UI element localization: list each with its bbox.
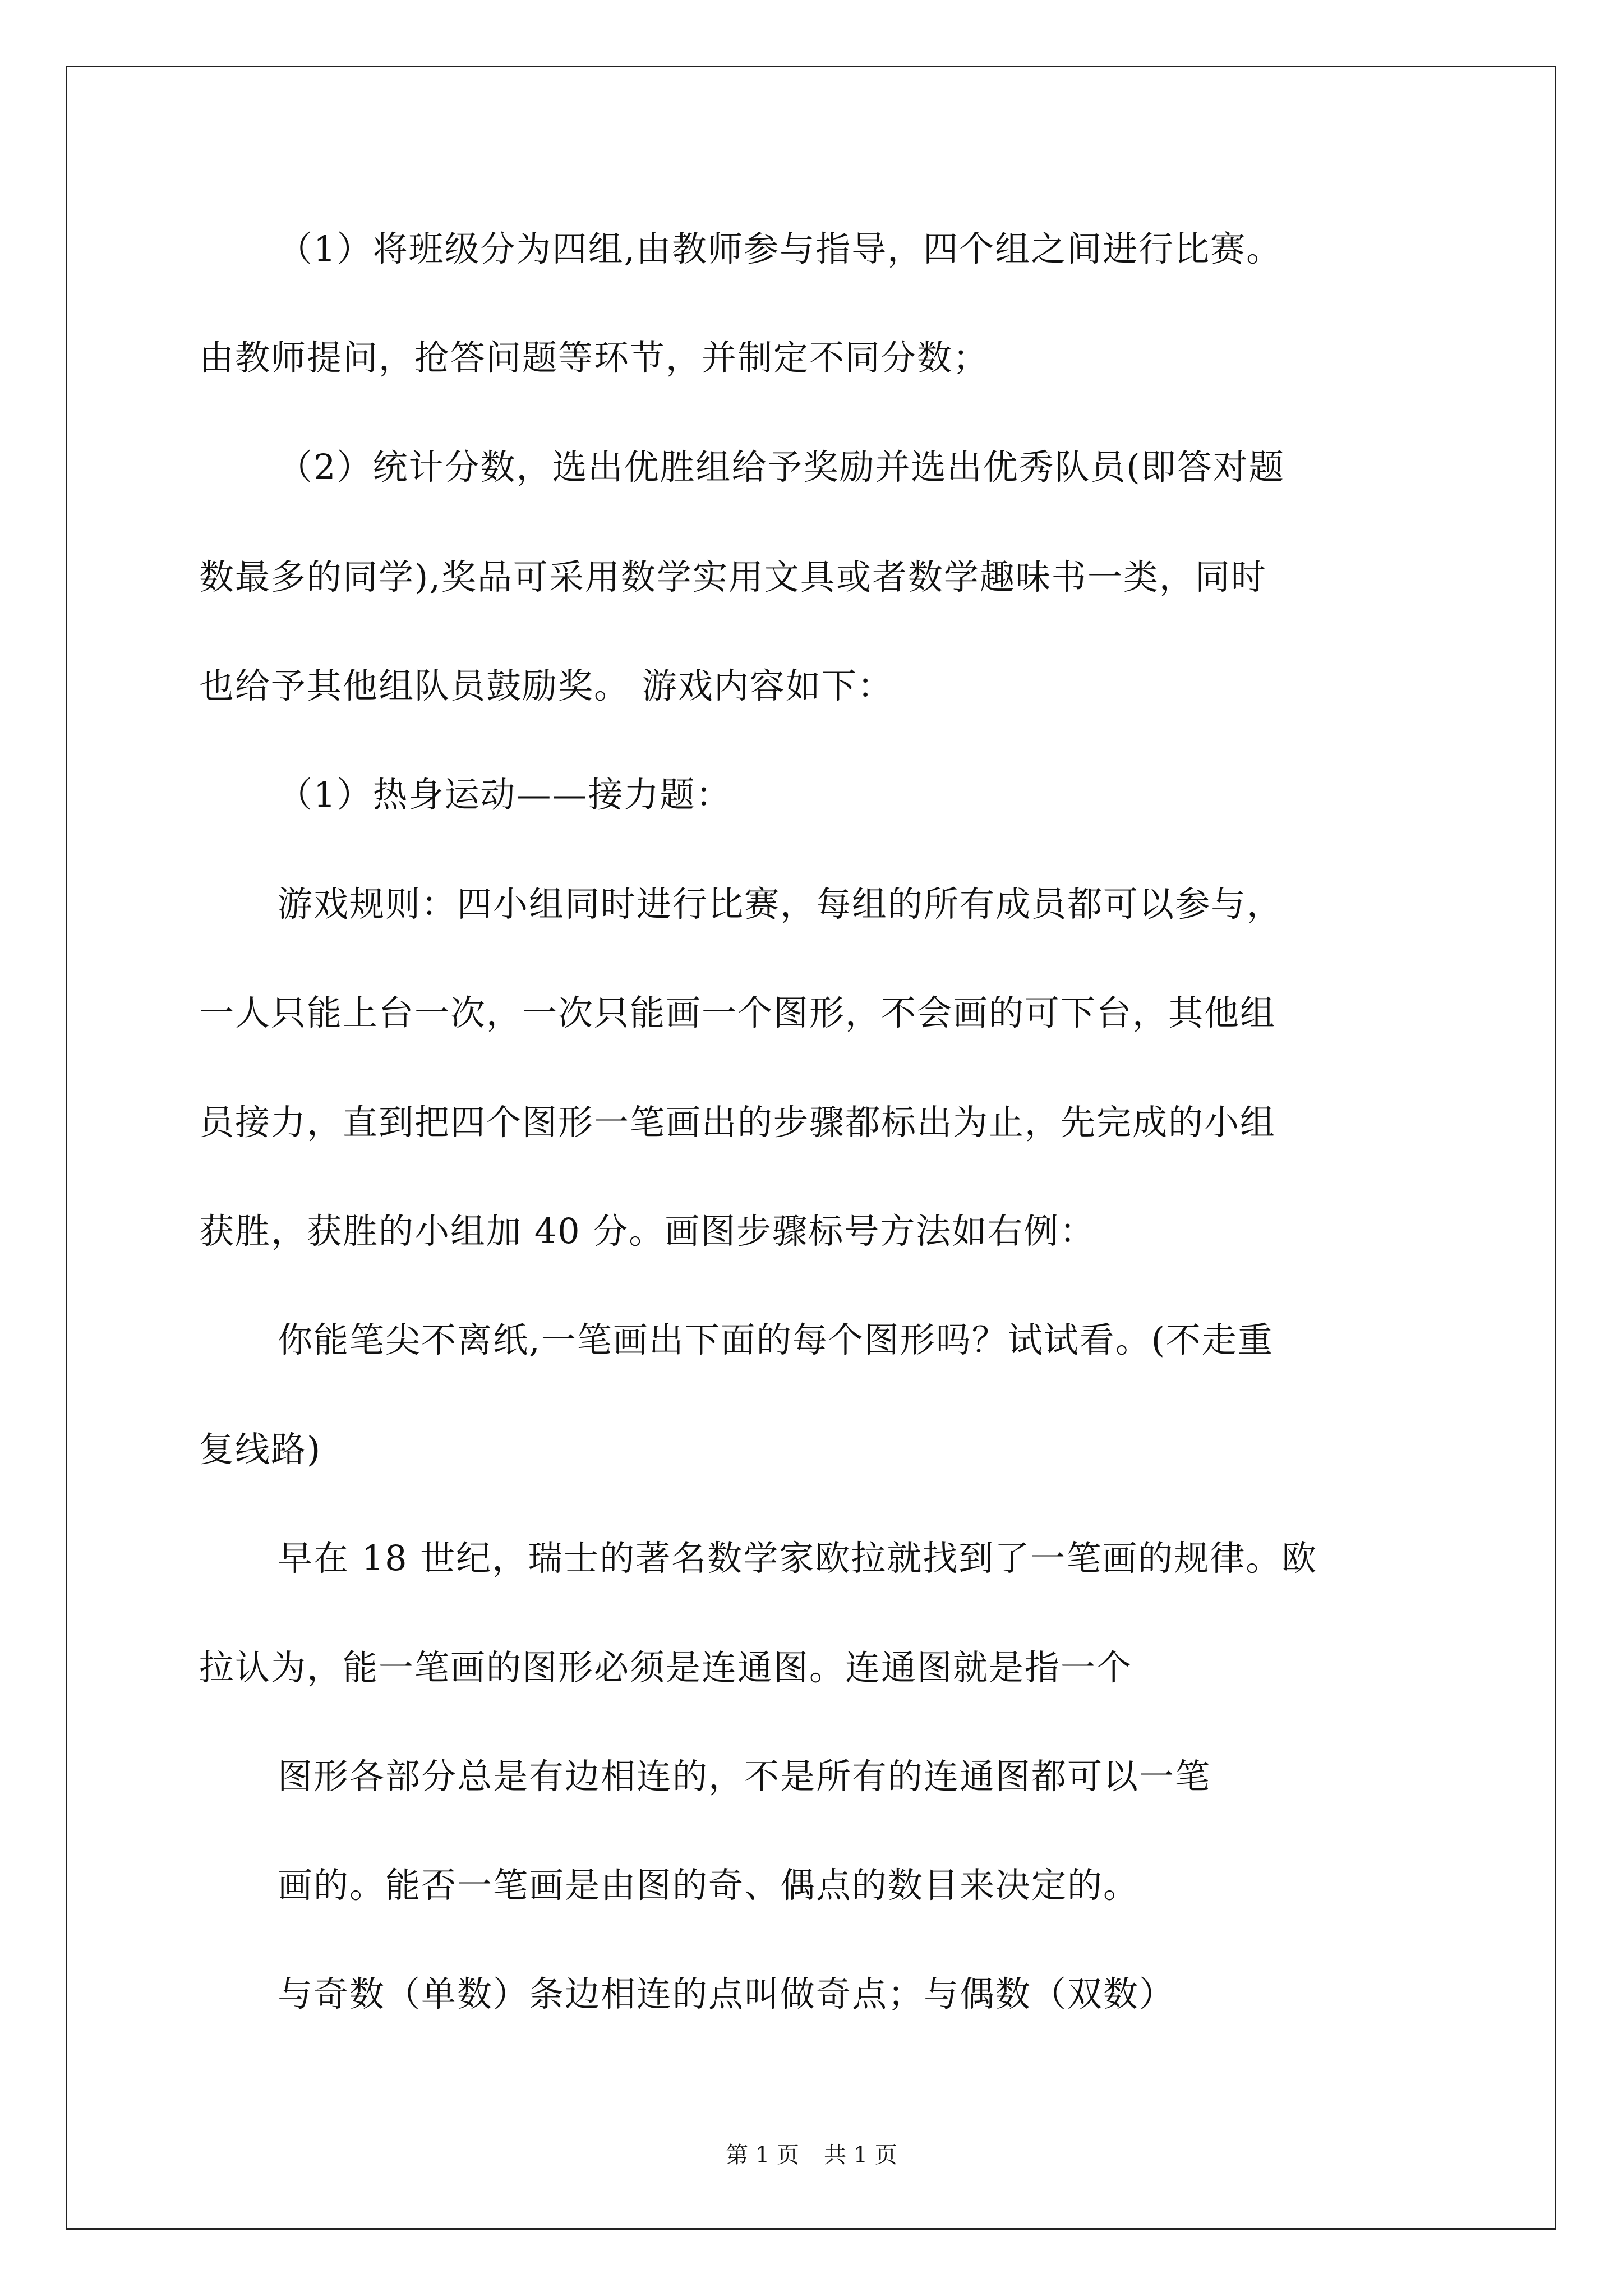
paragraph-line: 复线路) — [199, 1429, 322, 1470]
paragraph-line: 获胜，获胜的小组加 40 分。画图步骤标号方法如右例： — [199, 1211, 1096, 1251]
paragraph-line: 游戏规则：四小组同时进行比赛，每组的所有成员都可以参与， — [278, 884, 1283, 924]
paragraph-line: （1）将班级分为四组,由教师参与指导，四个组之间进行比赛。 — [278, 228, 1283, 269]
paragraph-line: （1）热身运动——接力题： — [278, 774, 732, 815]
paragraph-line: 也给予其他组队员鼓励奖。 游戏内容如下： — [199, 665, 893, 706]
paragraph-line: 与奇数（单数）条边相连的点叫做奇点；与偶数（双数） — [278, 1973, 1175, 2014]
paragraph-line: 画的。能否一笔画是由图的奇、偶点的数目来决定的。 — [278, 1865, 1140, 1906]
paragraph-line: 拉认为，能一笔画的图形必须是连通图。连通图就是指一个 — [199, 1647, 1133, 1688]
paragraph-line: （2）统计分数，选出优胜组给予奖励并选出优秀队员(即答对题 — [278, 447, 1285, 487]
paragraph-line: 由教师提问，抢答问题等环节，并制定不同分数； — [199, 337, 989, 378]
paragraph-line: 图形各部分总是有边相连的，不是所有的连通图都可以一笔 — [278, 1756, 1211, 1797]
paragraph-line: 一人只能上台一次，一次只能画一个图形，不会画的可下台，其他组 — [199, 992, 1276, 1033]
paragraph-line: 员接力，直到把四个图形一笔画出的步骤都标出为止，先完成的小组 — [199, 1102, 1276, 1143]
page-total: 共 1 页 — [824, 2142, 897, 2168]
paragraph-line: 数最多的同学),奖品可采用数学实用文具或者数学趣味书一类，同时 — [199, 556, 1267, 597]
page-footer — [0, 2144, 1623, 2166]
paragraph-line: 早在 18 世纪，瑞士的著名数学家欧拉就找到了一笔画的规律。欧 — [278, 1538, 1318, 1579]
paragraph-line: 你能笔尖不离纸,一笔画出下面的每个图形吗？试试看。(不走重 — [278, 1319, 1274, 1360]
page-number: 第 1 页 — [726, 2142, 799, 2168]
